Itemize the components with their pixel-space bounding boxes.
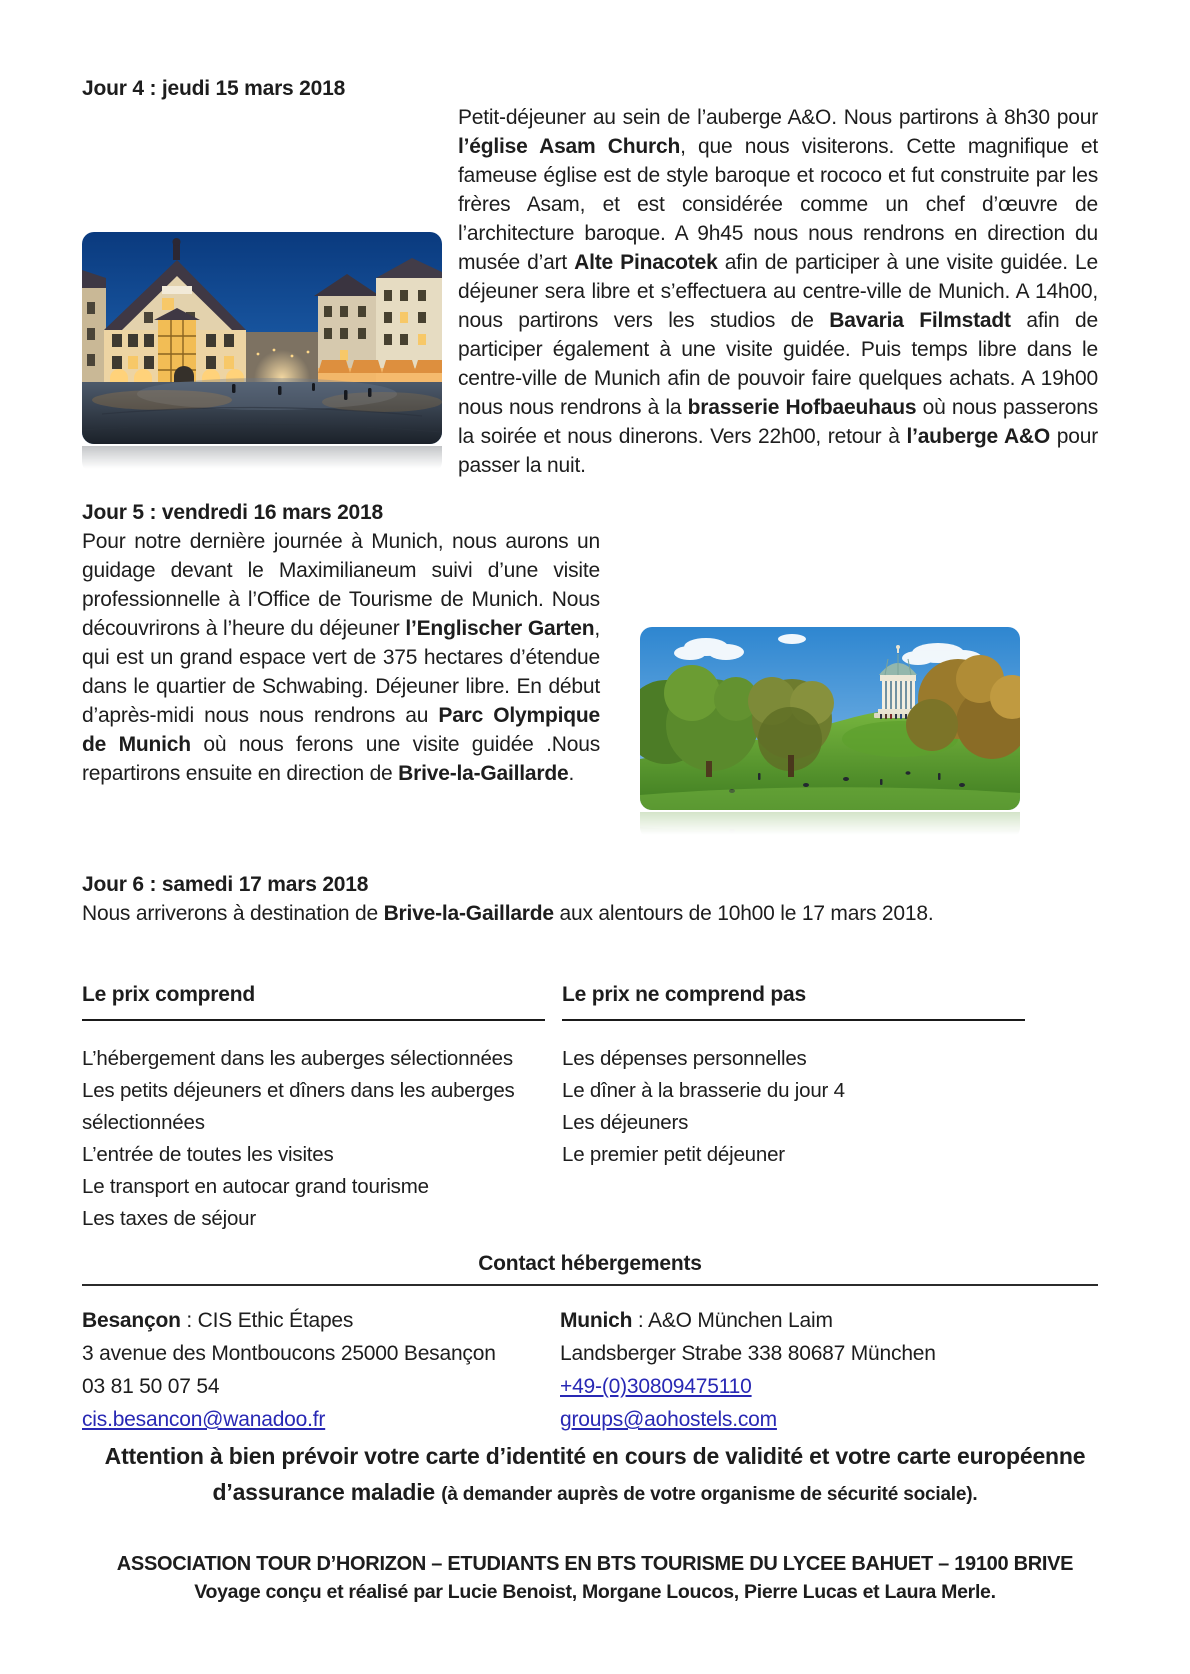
besancon-phone: 03 81 50 07 54 [82,1375,220,1398]
price-excluded-header: Le prix ne comprend pas [562,980,1025,1021]
contact-besancon [82,1304,560,1436]
price-item: Les taxes de séjour [82,1207,256,1230]
munich-email-link[interactable]: groups@aohostels.com [560,1408,777,1431]
day6-text: Nous arriverons à destination de Brive-la-Gaillarde aux alentours de 10h00 le 17 mars 2018. [82,902,934,925]
price-item: Les déjeuners [562,1111,689,1134]
day6-paragraph [82,899,1098,928]
warning-small-text: (à demander auprès de votre organisme de sécurité sociale). [441,1484,978,1505]
day5-text: Pour notre dernière journée à Munich, nous aurons un guidage devant le Maximilianeum suivi d’une visite professionnelle à l’Office de Tourisme de Munich. Nous découvrirons à l’heure du déjeuner l’Englischer Garten, qui est un grand espace vert de 375 hectares d’étendue dans le quartier de Schwabing. Déjeuner libre. En début d’après-midi nous nous rendrons au Parc Olympique de Munich où nous ferons une visite guidée .Nous repartirons ensuite en direction de Brive-la-Gaillarde. [82,530,600,785]
warning-note [75,1440,1115,1512]
besancon-name: Besançon : CIS Ethic Étapes [82,1309,354,1332]
price-item: Les petits déjeuners et dîners dans les auberges sélectionnées [82,1079,515,1134]
price-excluded-items [562,1043,1025,1171]
price-included-items [82,1043,545,1235]
englischer-garten-photo-frame [640,627,1020,810]
day4-paragraph [82,103,1098,480]
munich-phone-link[interactable]: +49-(0)30809475110 [560,1375,752,1398]
footer-association-line: ASSOCIATION TOUR D’HORIZON – ETUDIANTS EN BTS TOURISME DU LYCEE BAHUET – 19100 BRIVE [116,1553,1074,1575]
document-footer [40,1550,1150,1606]
price-item: Les dépenses personnelles [562,1047,807,1070]
contact-section-title: Contact hébergements [82,1249,1098,1286]
day5-heading: Jour 5 : vendredi 16 mars 2018 [82,501,383,524]
besancon-email-link[interactable]: cis.besancon@wanadoo.fr [82,1408,326,1431]
footer-credits-line: Voyage conçu et réalisé par Lucie Benoist, Morgane Loucos, Pierre Lucas et Laura Merle. [194,1581,996,1603]
warning-main-text: Attention à bien prévoir votre carte d’identité en cours de validité et votre carte européenne d’assurance maladie [104,1443,1086,1505]
price-included-header: Le prix comprend [82,980,545,1021]
price-excluded-column [562,980,1025,1235]
englischer-garten-photo [640,627,1020,838]
munich-street-photo [82,232,442,472]
contact-grid [82,1304,1098,1436]
munich-street-photo-reflection [82,446,442,472]
englischer-garten-photo-reflection [640,812,1020,838]
price-item: Le dîner à la brasserie du jour 4 [562,1079,845,1102]
day4-heading: Jour 4 : jeudi 15 mars 2018 [82,77,346,100]
price-included-column [82,980,545,1235]
besancon-address: 3 avenue des Montboucons 25000 Besançon [82,1342,496,1365]
day4-text: Petit-déjeuner au sein de l’auberge A&O. Nous partirons à 8h30 pour l’église Asam Church, que nous visiterons. Cette magnifique et fameuse église est de style baroque et rococo et fut construite par les frères Asam, et est considérée comme un chef d’œuvre de l’architecture baroque. A 9h45 nous nous rendrons en direction du musée d’art Alte Pinacotek afin de participer à une visite guidée. Le déjeuner sera libre et s’effectuera au centre-ville de Munich. A 14h00, nous partirons vers les studios de Bavaria Filmstadt afin de participer également à une visite guidée. Puis temps libre dans le centre-ville de Munich afin de pouvoir faire quelques achats. A 19h00 nous nous rendrons à la brasserie Hofbaeuhaus où nous passerons la soirée et nous dinerons. Vers 22h00, retour à l’auberge A&O pour passer la nuit. [458,106,1099,477]
day5-paragraph [82,527,1098,788]
munich-name: Munich : A&O München Laim [560,1309,833,1332]
price-item: L’hébergement dans les auberges sélectionnées [82,1047,513,1070]
price-item: L’entrée de toutes les visites [82,1143,334,1166]
price-table [82,980,1098,1235]
price-item: Le transport en autocar grand tourisme [82,1175,429,1198]
price-item: Le premier petit déjeuner [562,1143,785,1166]
munich-street-photo-frame [82,232,442,444]
day6-heading: Jour 6 : samedi 17 mars 2018 [82,873,369,896]
contact-munich [560,1304,1098,1436]
munich-address: Landsberger Strabe 338 80687 München [560,1342,936,1365]
